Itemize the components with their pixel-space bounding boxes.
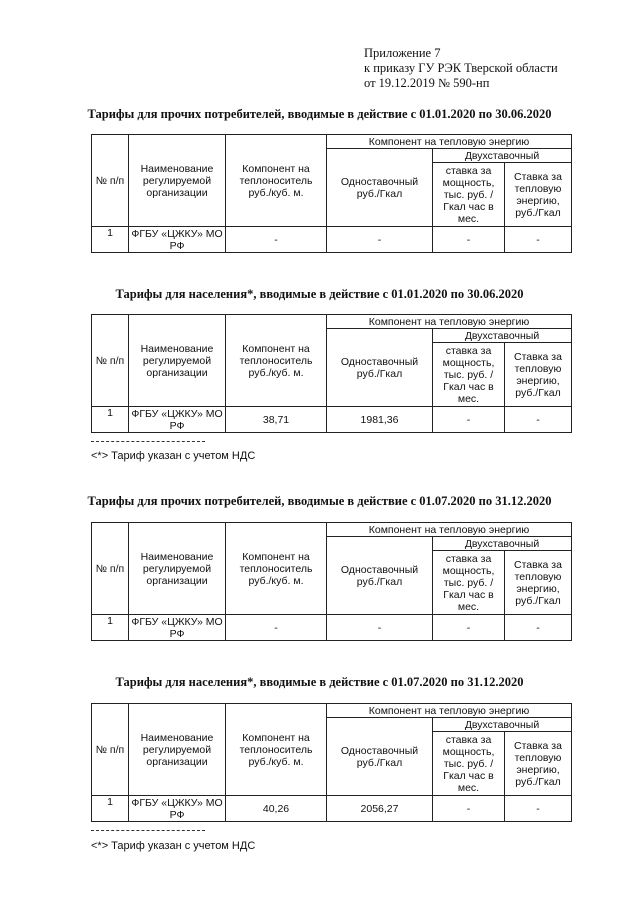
tariff-table [91, 703, 572, 822]
col-heat-carrier: Компонент на теплоноситель руб./куб. м. [226, 523, 327, 615]
col-energy-rate: Ставка за тепловую энергию, руб./Гкал [505, 551, 572, 615]
tariff-table [91, 134, 572, 253]
col-organization: Наименование регулируемой организации [129, 315, 226, 407]
col-organization: Наименование регулируемой организации [129, 135, 226, 227]
col-number: № п/п [92, 135, 129, 227]
footnote-divider [91, 830, 205, 831]
footnote-vat: <*> Тариф указан с учетом НДС [91, 840, 256, 852]
cell-one-rate: 1981,36 [327, 407, 433, 433]
order-date: от 19.12.2019 № 590-нп [364, 76, 490, 90]
col-capacity-rate: ставка за мощность, тыс. руб. /Гкал час в мес. [433, 551, 505, 615]
cell-energy-rate: - [505, 407, 572, 433]
cell-number: 1 [92, 796, 129, 822]
col-one-rate: Одноставочный руб./Гкал [327, 329, 433, 407]
col-energy-rate: Ставка за тепловую энергию, руб./Гкал [505, 343, 572, 407]
col-heat-energy-group: Компонент на тепловую энергию [327, 135, 572, 149]
cell-organization: ФГБУ «ЦЖКУ» МО РФ [129, 615, 226, 641]
cell-energy-rate: - [505, 796, 572, 822]
col-heat-carrier: Компонент на теплоноситель руб./куб. м. [226, 315, 327, 407]
col-heat-energy-group: Компонент на тепловую энергию [327, 315, 572, 329]
cell-organization: ФГБУ «ЦЖКУ» МО РФ [129, 227, 226, 253]
col-one-rate: Одноставочный руб./Гкал [327, 537, 433, 615]
tariff-table [91, 314, 572, 433]
col-capacity-rate: ставка за мощность, тыс. руб. /Гкал час в мес. [433, 732, 505, 796]
col-two-rate: Двухставочный [433, 149, 572, 163]
table-row [92, 227, 572, 253]
cell-energy-rate: - [505, 227, 572, 253]
section-title: Тарифы для населения*, вводимые в действие с 01.01.2020 по 30.06.2020 [115, 287, 524, 301]
cell-heat-carrier: - [226, 227, 327, 253]
col-two-rate: Двухставочный [433, 537, 572, 551]
col-capacity-rate: ставка за мощность, тыс. руб. /Гкал час в мес. [433, 163, 505, 227]
section-title: Тарифы для прочих потребителей, вводимые в действие с 01.07.2020 по 31.12.2020 [87, 494, 552, 508]
footnote-vat: <*> Тариф указан с учетом НДС [91, 450, 256, 462]
cell-capacity-rate: - [433, 796, 505, 822]
appendix-label: Приложение 7 [364, 46, 441, 60]
col-number: № п/п [92, 315, 129, 407]
cell-heat-carrier: 38,71 [226, 407, 327, 433]
col-heat-energy-group: Компонент на тепловую энергию [327, 704, 572, 718]
table-row [92, 615, 572, 641]
col-heat-carrier: Компонент на теплоноситель руб./куб. м. [226, 135, 327, 227]
col-energy-rate: Ставка за тепловую энергию, руб./Гкал [505, 163, 572, 227]
cell-heat-carrier: - [226, 615, 327, 641]
col-organization: Наименование регулируемой организации [129, 523, 226, 615]
cell-number: 1 [92, 615, 129, 641]
col-number: № п/п [92, 704, 129, 796]
col-capacity-rate: ставка за мощность, тыс. руб. /Гкал час в мес. [433, 343, 505, 407]
table-row [92, 407, 572, 433]
tariff-table [91, 522, 572, 641]
cell-organization: ФГБУ «ЦЖКУ» МО РФ [129, 796, 226, 822]
order-reference: к приказу ГУ РЭК Тверской области [364, 61, 558, 75]
document-header [364, 46, 558, 91]
cell-number: 1 [92, 407, 129, 433]
cell-capacity-rate: - [433, 407, 505, 433]
table-row [92, 796, 572, 822]
col-organization: Наименование регулируемой организации [129, 704, 226, 796]
cell-number: 1 [92, 227, 129, 253]
cell-heat-carrier: 40,26 [226, 796, 327, 822]
cell-organization: ФГБУ «ЦЖКУ» МО РФ [129, 407, 226, 433]
cell-energy-rate: - [505, 615, 572, 641]
section-title: Тарифы для населения*, вводимые в действие с 01.07.2020 по 31.12.2020 [115, 675, 524, 689]
col-heat-carrier: Компонент на теплоноситель руб./куб. м. [226, 704, 327, 796]
col-heat-energy-group: Компонент на тепловую энергию [327, 523, 572, 537]
footnote-divider [91, 441, 205, 442]
cell-capacity-rate: - [433, 615, 505, 641]
col-energy-rate: Ставка за тепловую энергию, руб./Гкал [505, 732, 572, 796]
cell-one-rate: - [327, 227, 433, 253]
col-number: № п/п [92, 523, 129, 615]
col-two-rate: Двухставочный [433, 329, 572, 343]
cell-one-rate: 2056,27 [327, 796, 433, 822]
section-title: Тарифы для прочих потребителей, вводимые в действие с 01.01.2020 по 30.06.2020 [87, 107, 552, 121]
cell-capacity-rate: - [433, 227, 505, 253]
col-one-rate: Одноставочный руб./Гкал [327, 718, 433, 796]
col-two-rate: Двухставочный [433, 718, 572, 732]
cell-one-rate: - [327, 615, 433, 641]
col-one-rate: Одноставочный руб./Гкал [327, 149, 433, 227]
